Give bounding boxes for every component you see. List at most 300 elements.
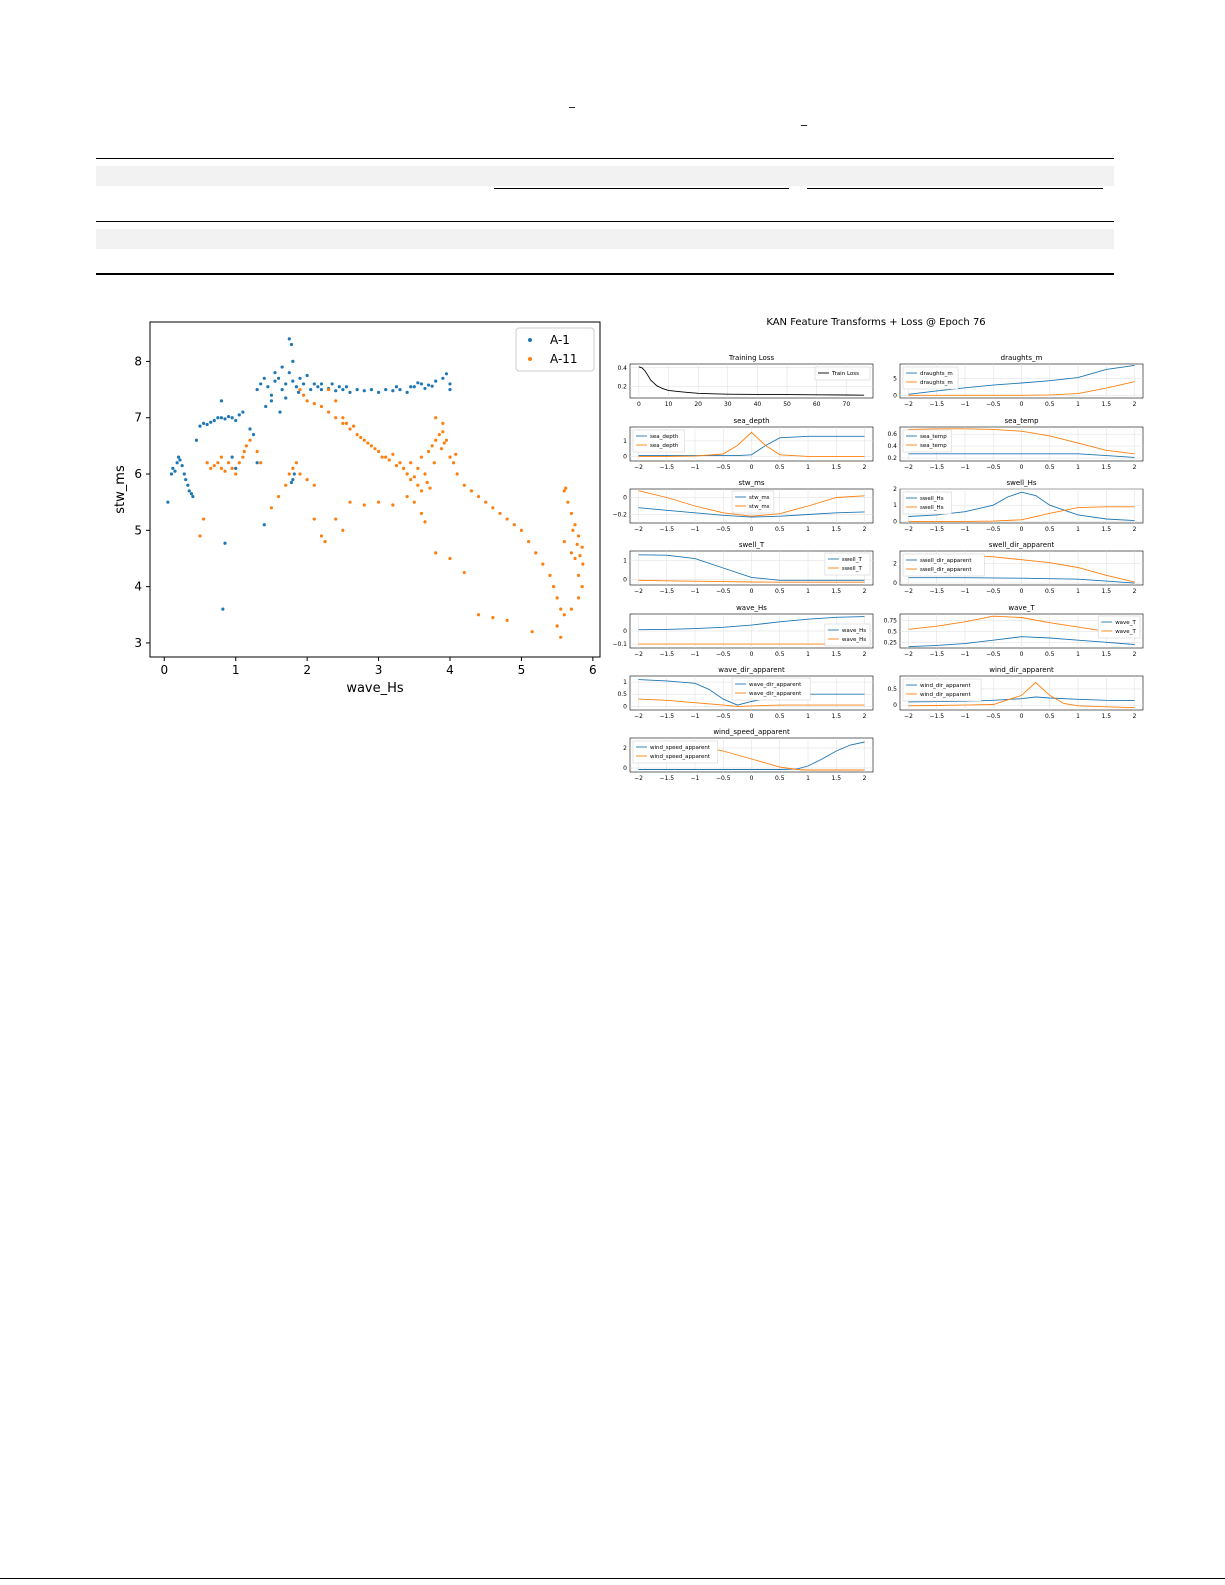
x-tick-label: −0.5 — [985, 526, 1001, 533]
scatter-point — [202, 517, 205, 520]
scatter-point — [443, 441, 446, 444]
kan-panel-Training Loss — [617, 354, 873, 408]
scatter-point — [221, 608, 224, 611]
scatter-point — [284, 484, 287, 487]
x-tick-label: −0.5 — [715, 775, 731, 782]
scatter-point — [252, 433, 255, 436]
scatter-point — [288, 337, 291, 340]
scatter-point — [273, 380, 276, 383]
panel-legend-label: wind_dir_apparent — [920, 692, 971, 698]
scatter-point — [202, 422, 205, 425]
scatter-point — [377, 501, 380, 504]
scatter-point — [270, 394, 273, 397]
scatter-point — [559, 608, 562, 611]
panel-legend — [1098, 616, 1140, 638]
scatter-point — [176, 461, 179, 464]
x-tick-label: 1 — [1076, 588, 1080, 595]
scatter-point — [363, 503, 366, 506]
scatter-point — [231, 416, 234, 419]
x-tick-label: 3 — [374, 663, 383, 677]
scatter-point — [288, 371, 291, 374]
x-tick-label: 6 — [589, 663, 597, 677]
scatter-point — [573, 557, 576, 560]
scatter-point — [334, 416, 337, 419]
scatter-point — [291, 360, 294, 363]
scatter-point — [363, 389, 366, 392]
scatter-point — [298, 472, 301, 475]
panel-legend-label: wind_speed_apparent — [650, 754, 711, 760]
scatter-point — [556, 624, 559, 627]
x-tick-label: −2 — [634, 651, 643, 658]
scatter-point — [220, 456, 223, 459]
kan-panel-sea_temp — [887, 417, 1143, 471]
x-tick-label: 0 — [636, 401, 641, 408]
scatter-point — [320, 405, 323, 408]
scatter-point — [223, 417, 226, 420]
scatter-point — [564, 486, 567, 489]
x-tick-label: 20 — [694, 401, 702, 408]
panel-legend-label: wave_Hs — [841, 628, 867, 634]
scatter-point — [470, 489, 473, 492]
table-overline-mark-2: _ — [801, 112, 807, 126]
scatter-point — [534, 551, 537, 554]
panel-legend-label: sea_temp — [920, 443, 947, 449]
scatter-point — [438, 433, 441, 436]
x-tick-label: −1.5 — [659, 651, 675, 658]
scatter-point — [259, 382, 262, 385]
scatter-point — [571, 529, 574, 532]
scatter-point — [178, 458, 181, 461]
x-tick-label: −1 — [690, 588, 700, 595]
scatter-point — [295, 385, 298, 388]
panel-legend-label: swell_T — [841, 566, 862, 572]
scatter-point — [248, 427, 251, 430]
scatter-point — [356, 433, 359, 436]
scatter-point — [434, 439, 437, 442]
x-tick-label: 2 — [1132, 713, 1137, 720]
y-tick-label: 0 — [623, 628, 627, 635]
scatter-point — [434, 416, 437, 419]
x-tick-label: 60 — [812, 401, 821, 408]
scatter-point — [506, 517, 509, 520]
scatter-point — [288, 472, 291, 475]
scatter-point — [284, 382, 287, 385]
scatter-point — [264, 405, 267, 408]
scatter-point — [491, 506, 494, 509]
x-tick-label: 1 — [806, 464, 810, 471]
y-tick-label: 0.2 — [887, 455, 897, 463]
scatter-point — [552, 585, 555, 588]
panel-legend — [633, 741, 718, 763]
scatter-point — [440, 447, 443, 450]
scatter-point — [313, 484, 316, 487]
panel-legend — [903, 367, 958, 389]
x-tick-label: 1 — [806, 588, 810, 595]
scatter-point — [184, 478, 187, 481]
scatter-point — [348, 427, 351, 430]
scatter-point — [188, 489, 191, 492]
scatter-point — [428, 486, 431, 489]
x-tick-label: −1 — [690, 526, 700, 533]
panel-title: sea_temp — [1004, 417, 1039, 425]
scatter-legend — [516, 328, 594, 371]
scatter-point — [416, 467, 419, 470]
scatter-point — [391, 503, 394, 506]
scatter-point — [406, 495, 409, 498]
scatter-point — [170, 472, 173, 475]
scatter-point — [366, 441, 369, 444]
x-tick-label: 1.5 — [831, 713, 842, 720]
x-tick-label: −1.5 — [929, 588, 945, 595]
scatter-point — [198, 425, 201, 428]
scatter-point — [273, 371, 276, 374]
scatter-point — [338, 385, 341, 388]
scatter-point — [427, 450, 430, 453]
panel-legend — [732, 678, 810, 700]
y-tick-label: −0.2 — [612, 511, 627, 519]
panel-title: swell_T — [738, 541, 765, 549]
x-tick-label: 40 — [753, 401, 762, 408]
x-tick-label: 1 — [806, 775, 810, 782]
y-tick-label: 0.75 — [883, 617, 897, 625]
panel-legend-label: sea_depth — [650, 434, 679, 440]
scatter-point — [345, 385, 348, 388]
scatter-point — [520, 529, 523, 532]
x-tick-label: −1 — [960, 464, 970, 471]
scatter-point — [243, 450, 246, 453]
scatter-point — [220, 467, 223, 470]
y-tick-label: 0 — [893, 392, 897, 400]
x-tick-label: −0.5 — [985, 464, 1001, 471]
scatter-point — [531, 630, 534, 633]
panel-legend — [903, 679, 981, 701]
scatter-point — [302, 382, 305, 385]
x-tick-label: 0.5 — [774, 588, 785, 595]
scatter-point — [452, 461, 455, 464]
scatter-point — [213, 419, 216, 422]
x-tick-label: −0.5 — [985, 651, 1001, 658]
x-tick-label: −0.5 — [985, 588, 1001, 595]
x-tick-label: −1.5 — [659, 775, 675, 782]
kan-panel-swell_dir_apparent — [893, 541, 1143, 595]
panel-legend — [903, 430, 951, 452]
panel-legend — [825, 624, 870, 646]
scatter-point — [559, 636, 562, 639]
x-tick-label: 0.5 — [774, 775, 785, 782]
kan-panel-sea_depth — [623, 417, 873, 471]
kan-panel-wave_T — [884, 604, 1143, 658]
x-tick-label: 0 — [160, 663, 169, 677]
x-tick-label: −0.5 — [715, 464, 731, 471]
scatter-point — [423, 472, 426, 475]
x-tick-label: 2 — [862, 651, 867, 658]
x-tick-label: 1 — [1076, 713, 1080, 720]
panel-legend-label: wind_speed_apparent — [650, 745, 711, 751]
panel-legend-label: swell_Hs — [920, 505, 944, 511]
x-tick-label: 1.5 — [831, 651, 842, 658]
table-mid-rule — [96, 221, 1114, 222]
scatter-point — [320, 382, 323, 385]
scatter-point — [506, 619, 509, 622]
scatter-point — [348, 501, 351, 504]
panel-legend-label: sea_depth — [650, 443, 679, 449]
scatter-point — [209, 421, 212, 424]
panel-title: stw_ms — [738, 479, 765, 487]
scatter-point — [541, 563, 544, 566]
x-tick-label: 2 — [1132, 588, 1137, 595]
scatter-point — [395, 464, 398, 467]
scatter-point — [398, 388, 401, 391]
scatter-point — [570, 551, 573, 554]
scatter-point — [334, 399, 337, 402]
scatter-point — [576, 543, 579, 546]
panel-legend — [825, 553, 870, 575]
x-tick-label: 0 — [749, 526, 754, 533]
x-tick-label: −1.5 — [929, 401, 945, 408]
scatter-point — [181, 464, 184, 467]
scatter-point — [427, 383, 430, 386]
x-tick-label: −2 — [904, 401, 913, 408]
panel-legend-label: wave_dir_apparent — [749, 691, 802, 697]
scatter-point — [388, 458, 391, 461]
scatter-point — [416, 381, 419, 384]
scatter-point — [256, 388, 259, 391]
x-tick-label: −2 — [904, 588, 913, 595]
scatter-point — [406, 472, 409, 475]
scatter-point — [573, 523, 576, 526]
scatter-point — [293, 472, 296, 475]
panel-title: wave_dir_apparent — [718, 666, 785, 674]
x-tick-label: 1 — [806, 651, 810, 658]
scatter-point — [270, 506, 273, 509]
x-tick-label: −1 — [960, 401, 970, 408]
scatter-point — [323, 540, 326, 543]
scatter-point — [420, 382, 423, 385]
table-column-group-rule-right — [807, 188, 1103, 189]
scatter-point — [302, 394, 305, 397]
y-tick-label: 0.4 — [887, 443, 897, 451]
x-tick-label: −1 — [690, 464, 700, 471]
scatter-point — [359, 436, 362, 439]
scatter-figure — [108, 312, 608, 702]
scatter-point — [448, 388, 451, 391]
table-bottom-rule — [96, 273, 1114, 275]
x-tick-label: −2 — [904, 464, 913, 471]
scatter-point — [484, 501, 487, 504]
scatter-point — [413, 475, 416, 478]
y-tick-label: 0.25 — [883, 639, 897, 647]
scatter-point — [434, 551, 437, 554]
scatter-point — [223, 470, 226, 473]
scatter-point — [445, 372, 448, 375]
x-tick-label: 1.5 — [1101, 713, 1112, 720]
scatter-point — [231, 467, 234, 470]
kan-panel-wave_dir_apparent — [617, 666, 873, 720]
scatter-point — [216, 416, 219, 419]
y-tick-label: 0 — [893, 580, 897, 588]
scatter-point — [256, 450, 259, 453]
scatter-point — [420, 456, 423, 459]
scatter-point — [248, 439, 251, 442]
panel-legend-label: swell_T — [841, 557, 862, 563]
panel-title: wind_dir_apparent — [989, 666, 1054, 674]
scatter-point — [284, 396, 287, 399]
x-tick-label: −1.5 — [659, 713, 675, 720]
x-tick-label: −0.5 — [715, 651, 731, 658]
scatter-point — [290, 481, 293, 484]
panel-legend-label: draughts_m — [920, 371, 953, 377]
x-tick-label: −2 — [904, 713, 913, 720]
scatter-point — [391, 453, 394, 456]
scatter-point — [206, 461, 209, 464]
scatter-point — [313, 382, 316, 385]
panel-legend-label: wind_dir_apparent — [920, 683, 971, 689]
x-tick-label: 50 — [783, 401, 791, 408]
x-tick-label: 1 — [806, 526, 810, 533]
scatter-point — [370, 388, 373, 391]
x-tick-label: 0.5 — [774, 526, 785, 533]
scatter-point — [578, 554, 581, 557]
scatter-point — [234, 419, 237, 422]
scatter-point — [570, 608, 573, 611]
x-tick-label: 0 — [1019, 526, 1024, 533]
scatter-point — [448, 456, 451, 459]
y-tick-label: 1 — [623, 437, 627, 445]
x-tick-label: −1.5 — [929, 651, 945, 658]
scatter-point — [327, 388, 330, 391]
panel-title: wave_Hs — [736, 604, 767, 612]
y-tick-label: 5 — [893, 375, 897, 383]
y-tick-label: 1 — [623, 557, 627, 565]
scatter-point — [409, 478, 412, 481]
y-tick-label: 0.5 — [617, 691, 627, 699]
y-tick-label: 0 — [623, 576, 627, 584]
scatter-point — [216, 461, 219, 464]
x-tick-label: −2 — [904, 651, 913, 658]
scatter-point — [331, 382, 334, 385]
scatter-point — [581, 585, 584, 588]
y-tick-label: 0.5 — [887, 628, 897, 636]
scatter-point — [420, 512, 423, 515]
scatter-point — [513, 523, 516, 526]
scatter-point — [297, 391, 300, 394]
scatter-point — [263, 523, 266, 526]
scatter-point — [281, 365, 284, 368]
scatter-point — [431, 385, 434, 388]
scatter-point — [363, 439, 366, 442]
x-tick-label: 0.5 — [1044, 651, 1055, 658]
panel-legend — [903, 554, 984, 576]
scatter-point — [563, 489, 566, 492]
panel-legend-label: stw_ms — [749, 495, 770, 501]
x-tick-label: 1.5 — [1101, 401, 1112, 408]
scatter-point — [373, 447, 376, 450]
x-tick-label: −1 — [960, 526, 970, 533]
x-tick-label: 1.5 — [1101, 464, 1112, 471]
scatter-point — [377, 391, 380, 394]
panel-legend-label: draughts_m — [920, 380, 953, 386]
x-tick-label: 0 — [1019, 651, 1024, 658]
scatter-point — [341, 416, 344, 419]
panel-legend-label: wave_T — [1115, 620, 1136, 626]
x-tick-label: −1 — [690, 651, 700, 658]
scatter-point — [270, 399, 273, 402]
y-tick-label: 0 — [893, 518, 897, 526]
scatter-point — [291, 380, 294, 383]
kan-panel-wind_speed_apparent — [623, 728, 873, 782]
scatter-point — [227, 415, 230, 418]
y-tick-label: −0.1 — [612, 641, 627, 649]
x-tick-label: 2 — [862, 526, 867, 533]
scatter-point — [313, 517, 316, 520]
x-tick-label: 1.5 — [831, 775, 842, 782]
scatter-point — [402, 467, 405, 470]
x-tick-label: 2 — [1132, 401, 1137, 408]
scatter-point — [234, 467, 237, 470]
x-tick-label: 1.5 — [1101, 588, 1112, 595]
panel-title: swell_Hs — [1006, 479, 1037, 487]
y-tick-label: 0 — [623, 494, 627, 502]
kan-panel-wave_Hs — [612, 604, 873, 658]
scatter-point — [456, 472, 459, 475]
x-tick-label: 1 — [1076, 651, 1080, 658]
scatter-point — [231, 456, 234, 459]
scatter-point — [433, 461, 436, 464]
scatter-point — [306, 399, 309, 402]
panel-legend-label: wave_T — [1115, 629, 1136, 635]
scatter-point — [306, 374, 309, 377]
legend-marker — [528, 338, 532, 342]
x-tick-label: 0 — [1019, 713, 1024, 720]
y-axis-label: stw_ms — [113, 465, 128, 514]
y-tick-label: 8 — [134, 354, 142, 369]
x-tick-label: −0.5 — [985, 713, 1001, 720]
y-tick-label: 0.5 — [887, 685, 897, 693]
scatter-point — [413, 501, 416, 504]
scatter-point — [209, 467, 212, 470]
scatter-point — [290, 343, 293, 346]
scatter-point — [320, 534, 323, 537]
scatter-point — [256, 461, 259, 464]
kan-panel-swell_T — [623, 541, 873, 595]
scatter-point — [581, 546, 584, 549]
scatter-point — [384, 456, 387, 459]
y-tick-label: 7 — [134, 410, 142, 425]
x-tick-label: 1 — [1076, 526, 1080, 533]
scatter-point — [291, 478, 294, 481]
scatter-point — [566, 501, 569, 504]
scatter-point — [171, 467, 174, 470]
panel-legend-label: stw_ms — [749, 504, 770, 510]
scatter-point — [206, 423, 209, 426]
scatter-point — [177, 456, 180, 459]
x-tick-label: −1.5 — [659, 588, 675, 595]
scatter-point — [448, 382, 451, 385]
panel-legend-label: sea_temp — [920, 434, 947, 440]
scatter-point — [398, 461, 401, 464]
scatter-point — [341, 422, 344, 425]
scatter-point — [295, 461, 298, 464]
x-tick-label: 0.5 — [774, 464, 785, 471]
scatter-point — [352, 425, 355, 428]
y-tick-label: 5 — [134, 523, 142, 538]
x-tick-label: 2 — [862, 464, 867, 471]
scatter-point — [423, 520, 426, 523]
y-tick-label: 0 — [893, 702, 897, 710]
scatter-point — [527, 540, 530, 543]
table-top-rule — [96, 158, 1114, 159]
x-tick-label: 1.5 — [831, 464, 842, 471]
